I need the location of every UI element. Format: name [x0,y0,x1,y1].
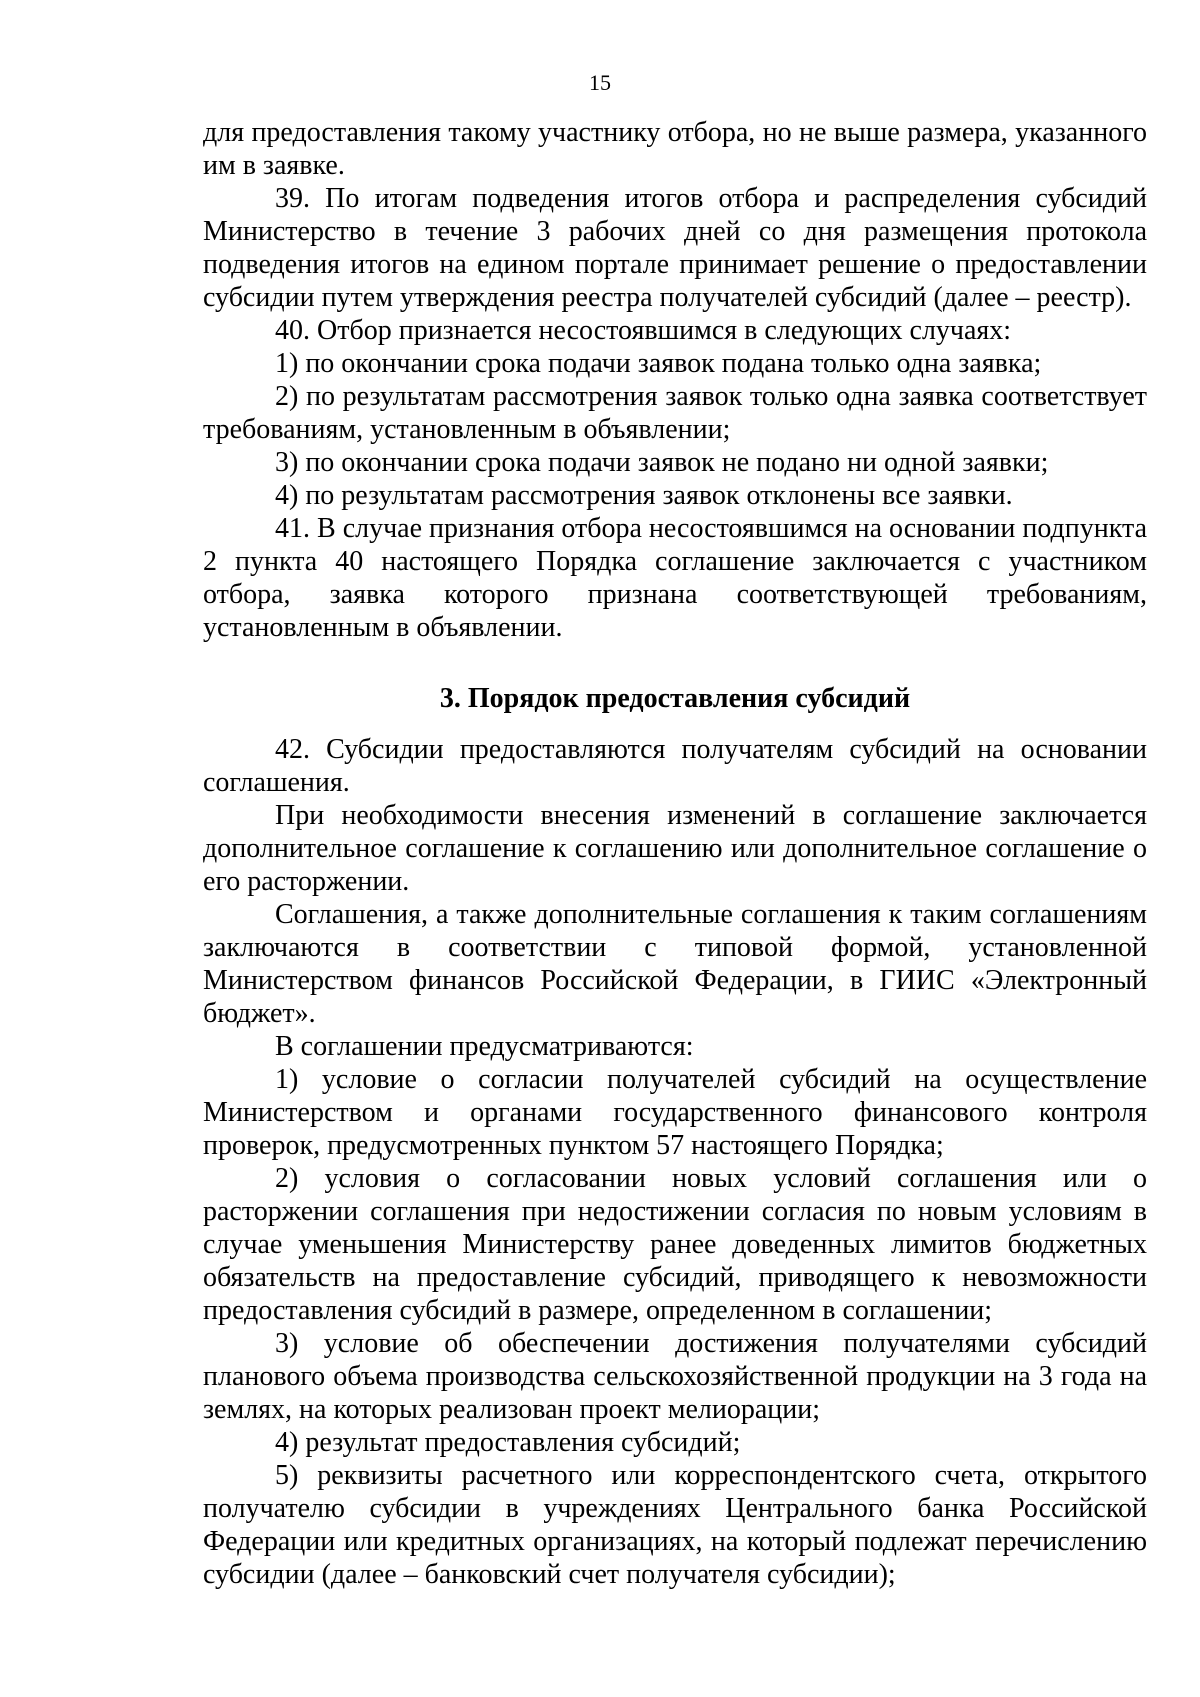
paragraphs-before-heading [203,116,1147,644]
paragraph: 2) по результатам рассмотрения заявок только одна заявка соответствует требованиям, установленным в объявлении; [203,381,1147,445]
paragraph: 42. Субсидии предоставляются получателям субсидий на основании соглашения. [203,734,1147,798]
section-heading: 3. Порядок предоставления субсидий [439,683,911,714]
paragraph: 1) условие о согласии получателей субсидий на осуществление Министерством и органами государственного финансового контроля проверок, предусмотренных пунктом 57 настоящего Порядка; [203,1064,1147,1161]
paragraph: 3) условие об обеспечении достижения получателями субсидий планового объема производства сельскохозяйственной продукции на 3 года на землях, на которых реализован проект мелиорации; [203,1328,1147,1425]
paragraph: 3) по окончании срока подачи заявок не подано ни одной заявки; [275,447,1049,478]
document-body [203,116,1147,1591]
paragraph: 39. По итогам подведения итогов отбора и распределения субсидий Министерство в течение 3 рабочих дней со дня размещения протокола подведения итогов на едином портале принимает решение о предоставлении субсидии путем утверждения реестра получателей субсидий (далее – реестр). [203,183,1147,313]
paragraph: для предоставления такому участнику отбора, но не выше размера, указанного им в заявке. [203,117,1147,181]
paragraph: В соглашении предусматриваются: [275,1031,694,1062]
paragraph: 41. В случае признания отбора несостоявшимся на основании подпункта 2 пункта 40 настоящего Порядка соглашение заключается с участником отбора, заявка которого признана соответствующей требованиям, установленным в объявлении. [203,513,1147,643]
paragraph: 40. Отбор признается несостоявшимся в следующих случаях: [275,315,1012,346]
paragraph: 5) реквизиты расчетного или корреспондентского счета, открытого получателю субсидии в учреждениях Центрального банка Российской Федерации или кредитных организациях, на который подлежат перечислению субсидии (далее – банковский счет получателя субсидии); [203,1460,1147,1590]
page-number: 15 [589,70,611,95]
paragraph: 4) по результатам рассмотрения заявок отклонены все заявки. [275,480,1013,511]
paragraph: 2) условия о согласовании новых условий соглашения или о расторжении соглашения при недостижении согласия по новым условиям в случае уменьшения Министерству ранее доведенных лимитов бюджетных обязательств на предоставление субсидий, приводящего к невозможности предоставления субсидий в размере, определенном в соглашении; [203,1163,1147,1326]
paragraph: 1) по окончании срока подачи заявок подана только одна заявка; [275,348,1042,379]
paragraph: При необходимости внесения изменений в соглашение заключается дополнительное соглашение к соглашению или дополнительное соглашение о его расторжении. [203,800,1147,897]
paragraphs-after-heading [203,733,1147,1591]
paragraph: 4) результат предоставления субсидий; [275,1427,741,1458]
paragraph: Соглашения, а также дополнительные соглашения к таким соглашениям заключаются в соответствии с типовой формой, установленной Министерством финансов Российской Федерации, в ГИИС «Электронный бюджет». [203,899,1147,1029]
